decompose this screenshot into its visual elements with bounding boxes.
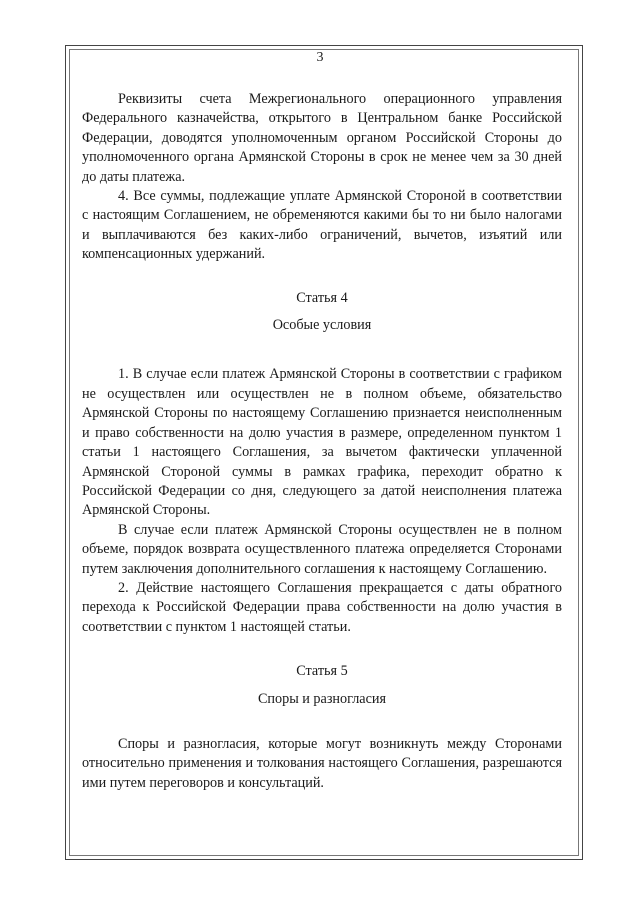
page-number: 3 (316, 50, 324, 65)
paragraph-article4-item-1: 1. В случае если платеж Армянской Стороны в соответствии с графиком не осуществлен или осуществлен не в полном объеме, обязательство Армянской Стороны по настоящему Соглашению признается неисполненным и право собственности на долю участия в размере, определенном пунктом 1 статьи 1 настоящего Соглашения, за вычетом фактически уплаченной Армянской Стороной суммы в рамках графика, переходит обратно к Российской Федерации со дня, следующего за датой неисполнения платежа Армянской Стороны. (82, 366, 562, 519)
article-4-label: Статья 4 (296, 289, 348, 306)
paragraph-account-details: Реквизиты счета Межрегионального операционного управления Федерального казначейства, открытого в Центральном банке Российской Федерации, доводятся уполномоченным органом Российской Стороны до уполномоченного органа Армянской Стороны в срок не менее чем за 30 дней до даты платежа. (82, 91, 562, 185)
paragraph-article5-disputes: Споры и разногласия, которые могут возникнуть между Сторонами относительно применения и толкования настоящего Соглашения, разрешаются ими путем переговоров и консультаций. (82, 735, 562, 791)
article-4-title: Особые условия (272, 317, 372, 334)
document-body (82, 90, 562, 793)
article-5-label: Статья 5 (296, 663, 348, 680)
article-5-title: Споры и разногласия (257, 690, 387, 707)
paragraph-article4-item-2: 2. Действие настоящего Соглашения прекращается с даты обратного перехода к Российской Федерации права собственности на долю участия в соответствии с пунктом 1 настоящей статьи. (82, 579, 562, 635)
paragraph-item-4: 4. Все суммы, подлежащие уплате Армянской Стороной в соответствии с настоящим Соглашением, не обременяются какими бы то ни было налогами и выплачиваются без каких-либо ограничений, вычетов, изъятий или компенсационных удержаний. (82, 188, 562, 263)
paragraph-article4-partial-payment: В случае если платеж Армянской Стороны осуществлен не в полном объеме, порядок возврата осуществленного платежа определяется Сторонами путем заключения дополнительного соглашения к настоящему Соглашению. (82, 521, 562, 577)
